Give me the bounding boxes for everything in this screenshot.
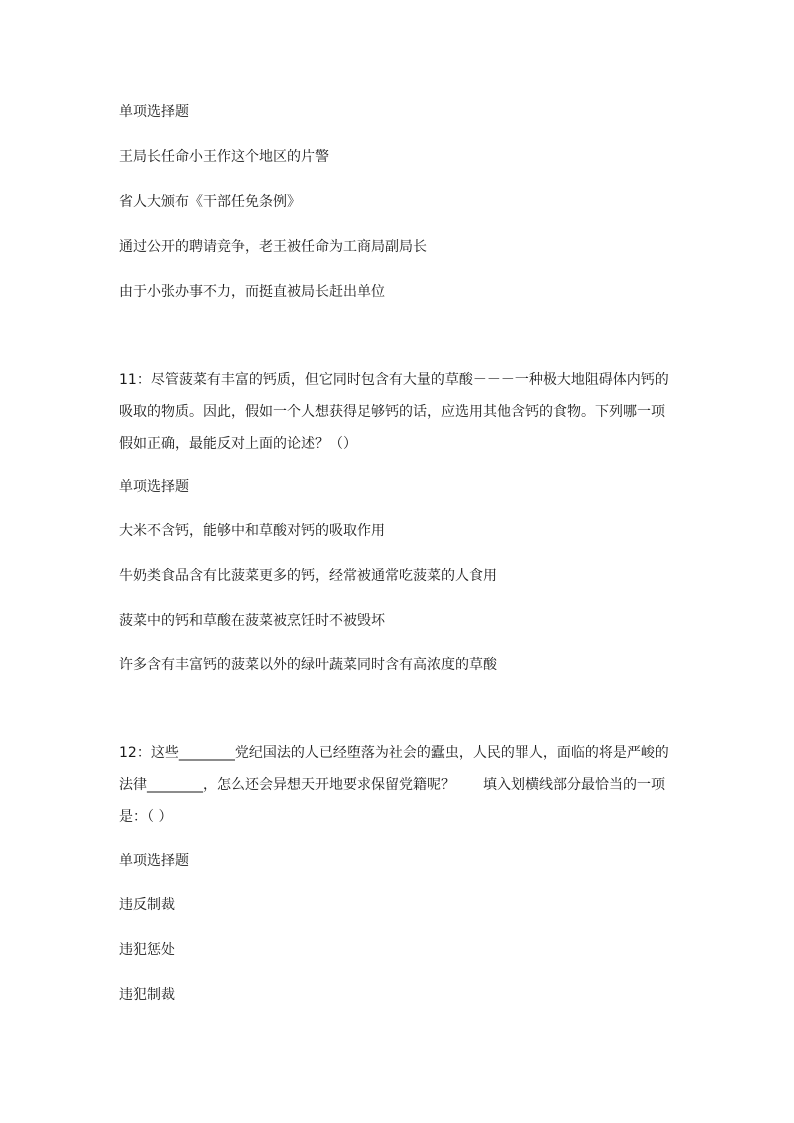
question-11-type-label: 单项选择题: [119, 479, 189, 495]
answer-option-d: 由于小张办事不力，而挺直被局长赶出单位: [119, 284, 385, 300]
question-12-option-a: 违反制裁: [119, 897, 175, 913]
question-type-label: 单项选择题: [119, 104, 189, 120]
question-11-text: 11：尽管菠菜有丰富的钙质，但它同时包含有大量的草酸－－－一种极大地阻碍体内钙的吸取的物质。因此，假如一个人想获得足够钙的话，应选用其他含钙的食物。下列哪一项假如正确，最能反对上面的论述？（）: [119, 372, 669, 452]
question-11-option-a: 大米不含钙，能够中和草酸对钙的吸取作用: [119, 523, 385, 539]
question-12-type-label: 单项选择题: [119, 853, 189, 869]
answer-option-c: 通过公开的聘请竞争，老王被任命为工商局副局长: [119, 239, 427, 255]
answer-option-b: 省人大颁布《干部任免条例》: [119, 194, 301, 210]
answer-option-a: 王局长任命小王作这个地区的片警: [119, 149, 329, 165]
question-11-option-b: 牛奶类食品含有比菠菜更多的钙，经常被通常吃菠菜的人食用: [119, 568, 497, 584]
question-11-option-c: 菠菜中的钙和草酸在菠菜被烹饪时不被毁坏: [119, 613, 385, 629]
question-12-option-c: 违犯制裁: [119, 987, 175, 1003]
question-11-option-d: 许多含有丰富钙的菠菜以外的绿叶蔬菜同时含有高浓度的草酸: [119, 657, 497, 673]
question-12-option-b: 违犯惩处: [119, 942, 175, 958]
question-12-text: 12：这些________党纪国法的人已经堕落为社会的蠹虫，人民的罪人，面临的将是严峻的法律________，怎么还会异想天开地要求保留党籍呢？ 填入划横线部分最恰当的一项是：（ ）: [119, 745, 669, 825]
